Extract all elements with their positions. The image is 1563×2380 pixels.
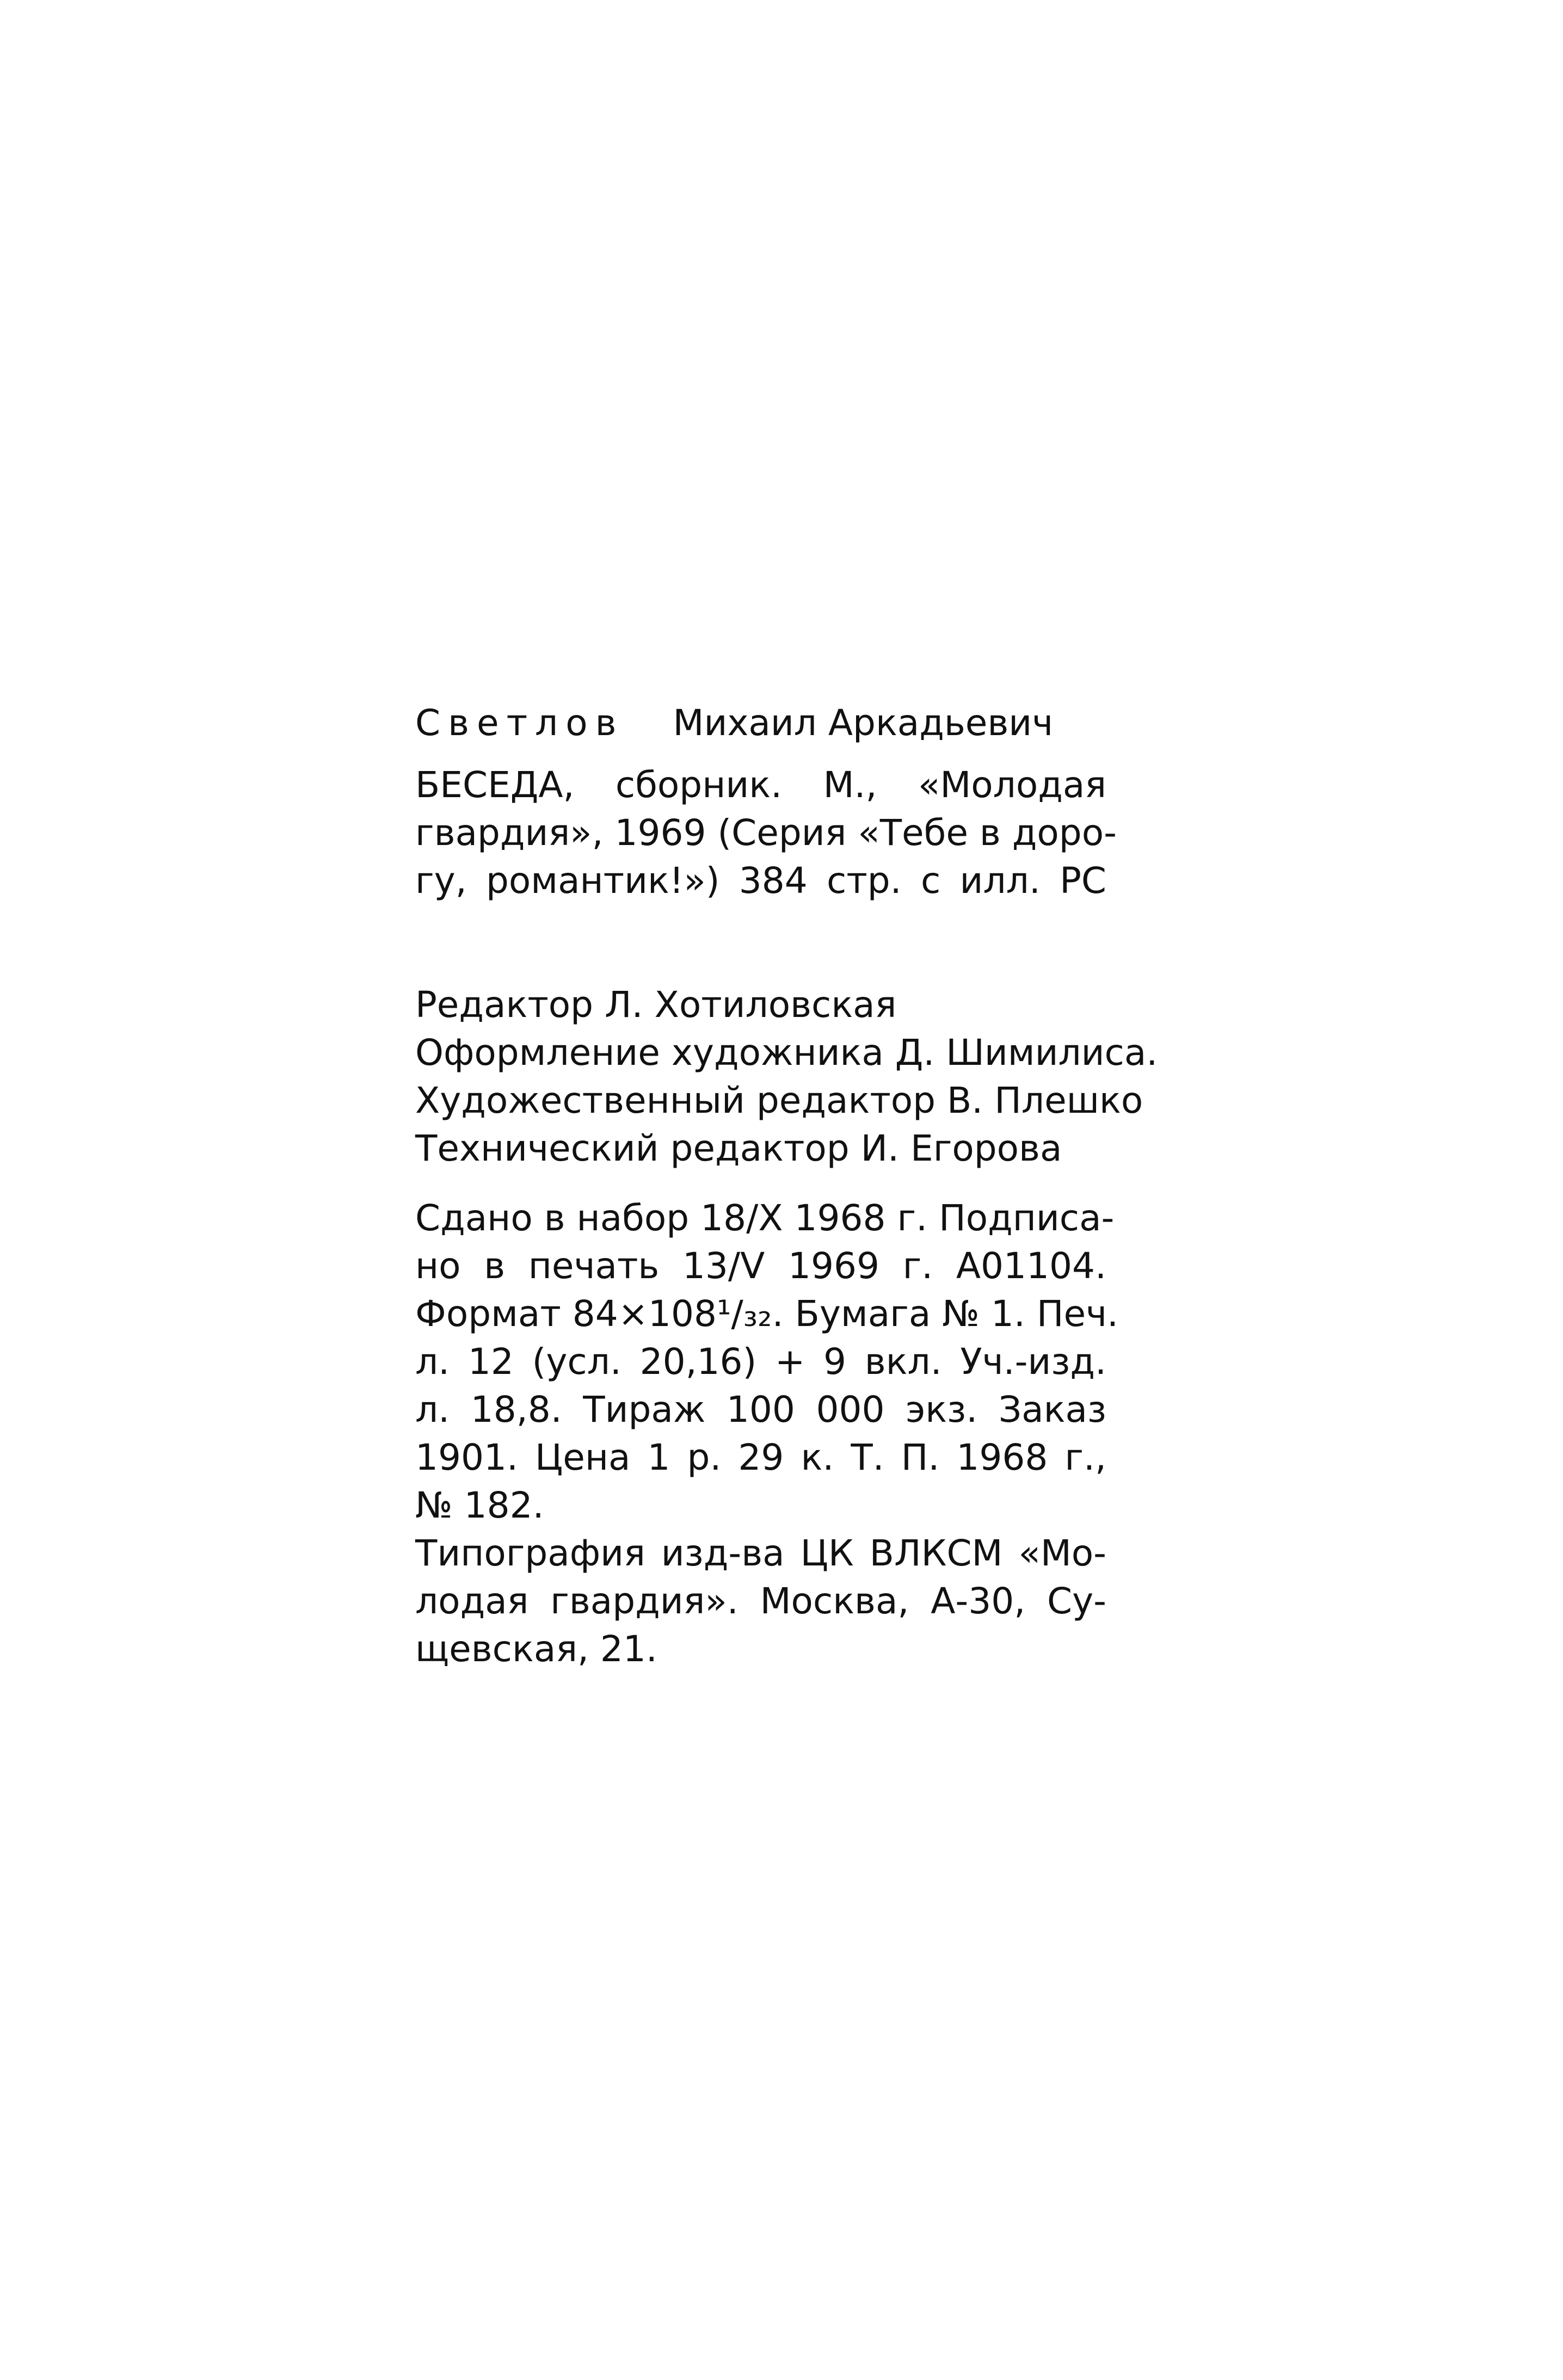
print-line: но в печать 13/V 1969 г. А01104.: [415, 1245, 1106, 1287]
staff-line: Художественный редактор В. Плешко: [415, 1080, 1143, 1121]
title-line: гвардия», 1969 (Серия «Тебе в доро-: [415, 812, 1117, 854]
title-line: БЕСЕДА, сборник. М., «Молодая: [415, 764, 1106, 806]
printing-house: [415, 1530, 1177, 1673]
staff-line: Оформление художника Д. Шимилиса.: [415, 1032, 1158, 1074]
print-line: Сдано в набор 18/X 1968 г. Подписа-: [415, 1197, 1115, 1239]
press-line: Типография изд-ва ЦК ВЛКСМ «Мо-: [415, 1532, 1106, 1574]
press-line: щевская, 21.: [415, 1628, 657, 1670]
author-surname: Светлов: [415, 702, 624, 744]
press-line: лодая гвардия». Москва, А-30, Су-: [415, 1580, 1106, 1622]
title-description: [415, 761, 1177, 905]
print-line: л. 18,8. Тираж 100 000 экз. Заказ: [415, 1389, 1106, 1431]
title-line: гу, романтик!») 384 стр. с илл. РС: [415, 860, 1106, 902]
print-line: № 182.: [415, 1484, 544, 1526]
print-line: Формат 84×108¹/₃₂. Бумага № 1. Печ.: [415, 1293, 1119, 1335]
print-line: 1901. Цена 1 р. 29 к. Т. П. 1968 г.,: [415, 1436, 1106, 1478]
print-line: л. 12 (усл. 20,16) + 9 вкл. Уч.-изд.: [415, 1341, 1106, 1383]
staff-line: Технический редактор И. Егорова: [415, 1127, 1062, 1169]
author-line: [415, 699, 1177, 747]
imprint-block: [415, 699, 1177, 1673]
printing-details: [415, 1194, 1177, 1530]
staff-line: Редактор Л. Хотиловская: [415, 984, 897, 1026]
author-name: Михаил Аркадьевич: [673, 702, 1054, 744]
editorial-staff: [415, 981, 1177, 1173]
